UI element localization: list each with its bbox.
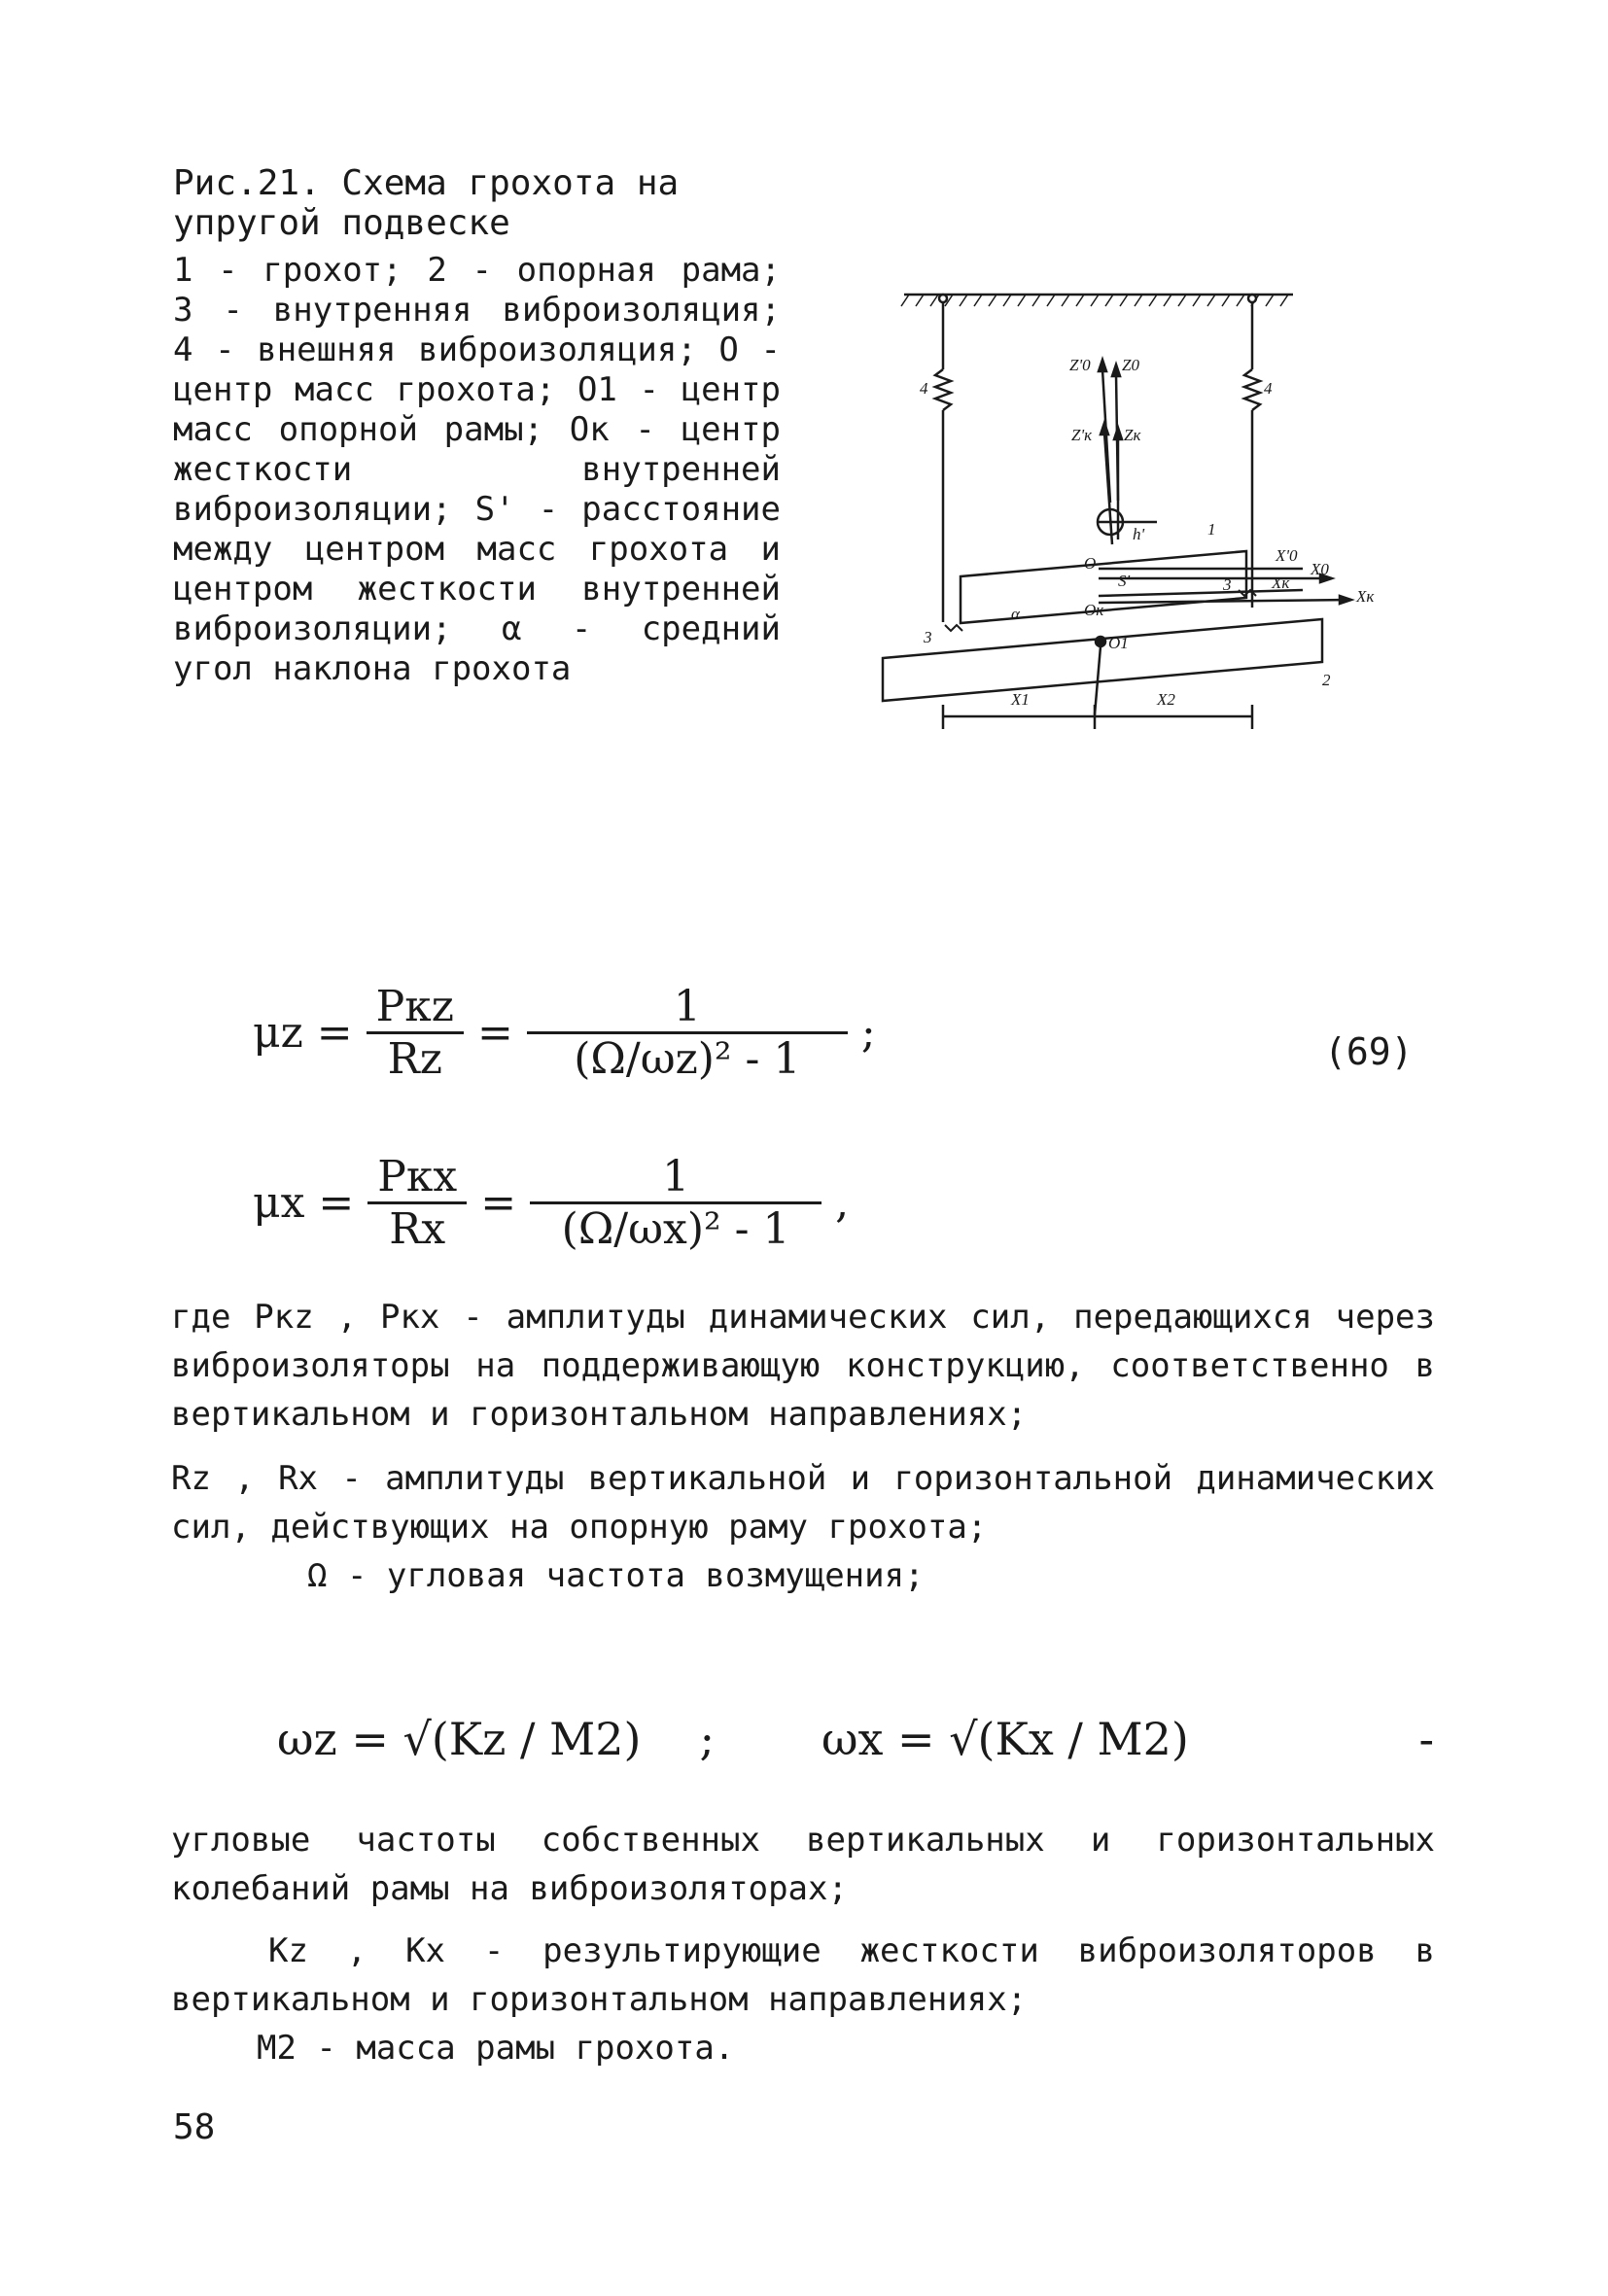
label-o: O — [1084, 554, 1097, 573]
label-frame: 2 — [1322, 671, 1331, 689]
definitions-block-2 — [171, 1816, 1435, 2072]
label-x2: X2 — [1157, 690, 1175, 709]
label-z0p: Z'0 — [1069, 356, 1091, 374]
mu-x-rhs-den: (Ω/ωx)² - 1 — [561, 1204, 790, 1254]
mu-z-den: Rz — [387, 1034, 442, 1084]
spring-left — [935, 369, 951, 410]
mu-x-rhs-fraction — [530, 1152, 821, 1254]
label-x0p: X'0 — [1276, 546, 1298, 565]
label-spring-right: 4 — [1264, 379, 1273, 398]
label-spring-left: 4 — [920, 379, 928, 398]
label-xk: Xк — [1356, 587, 1375, 606]
natural-frequency-formulas — [277, 1713, 1434, 1765]
mu-z-rhs-num: 1 — [673, 982, 701, 1031]
mu-z-lhs: μz = — [253, 1008, 353, 1058]
label-iso-right: 3 — [1223, 575, 1232, 594]
label-ok: Oк — [1084, 601, 1104, 619]
mu-x-end: , — [835, 1178, 850, 1228]
paragraph-mass: M2 - масса рамы грохота. — [257, 2029, 735, 2068]
paragraph-forces: где Pкz , Pкx - амплитуды динамических сил, передающихся через виброизоляторы на поддерживающую конструкцию, соответственно в вертикальном и горизонтальном направлениях; — [171, 1298, 1435, 1434]
mu-x-den: Rx — [389, 1204, 446, 1254]
mu-z-rhs-fraction — [527, 982, 848, 1084]
mu-z-eq: = — [476, 1008, 513, 1058]
screen-suspension-diagram — [865, 277, 1390, 734]
mu-z-fraction — [367, 982, 464, 1084]
caption-title: Рис.21. Схема грохота на упругой подвеске — [173, 163, 680, 243]
label-xkp: Xк — [1272, 574, 1290, 592]
spring-right — [1244, 369, 1260, 410]
mu-x-rhs-num: 1 — [662, 1152, 690, 1201]
omega-x-formula: ωx = √(Kx / M2) — [821, 1713, 1189, 1765]
mu-x-fraction — [367, 1152, 467, 1254]
label-z0: Z0 — [1122, 356, 1139, 374]
label-screen: 1 — [1207, 520, 1216, 539]
label-x1: X1 — [1011, 690, 1030, 709]
omega-z-formula: ωz = √(Kz / M2) — [277, 1713, 642, 1765]
ceiling-hatch — [901, 295, 1288, 306]
support-frame — [883, 619, 1322, 701]
mu-x-num: Pкx — [377, 1152, 458, 1201]
mu-x-lhs: μx = — [253, 1178, 355, 1228]
mu-z-num: Pкz — [375, 982, 454, 1031]
equation-mu-x — [253, 1152, 849, 1254]
label-alpha: α — [1011, 605, 1020, 623]
label-iso-left: 3 — [924, 628, 932, 646]
caption-legend: 1 - грохот; 2 - опорная рама; 3 - внутренняя виброизоляция; 4 - внешняя виброизоляция; O - центр масс грохота; O1 - центр масс опорной рамы; Oк - центр жесткости внутренней виброизоляции; S' - расстояние между центром масс грохота и центром жесткости внутренней виброизоляции; α - средний угол наклона грохота — [173, 251, 781, 688]
equation-mu-z — [253, 982, 876, 1084]
mu-z-rhs-den: (Ω/ωz)² - 1 — [574, 1034, 801, 1084]
equation-number: (69) — [1324, 1030, 1414, 1073]
mu-x-eq: = — [480, 1178, 517, 1228]
paragraph-stiffness: Kz , Kx - результирующие жесткости виброизоляторов в вертикальном и горизонтальном направлениях; — [171, 1931, 1435, 2019]
label-o1: O1 — [1108, 634, 1129, 652]
label-zk: Zк — [1124, 426, 1141, 444]
label-s: S' — [1118, 572, 1131, 590]
label-h: h' — [1133, 525, 1145, 543]
mu-z-end: ; — [860, 1008, 876, 1058]
paragraph-omega: Ω - угловая частота возмущения; — [307, 1556, 925, 1595]
label-x0: X0 — [1311, 560, 1329, 578]
page-number: 58 — [173, 2107, 216, 2147]
paragraph-amplitudes: Rz , Rx - амплитуды вертикальной и горизонтальной динамических сил, действующих на опорную раму грохота; — [171, 1459, 1435, 1547]
definitions-block-1 — [171, 1293, 1435, 1600]
isolator-left — [945, 625, 962, 631]
omega-dash: - — [1418, 1713, 1434, 1765]
omega-separator: ; — [699, 1713, 715, 1765]
label-zkp: Z'к — [1071, 426, 1093, 444]
figure-caption — [173, 163, 781, 689]
paragraph-natural-frequencies: угловые частоты собственных вертикальных и горизонтальных колебаний рамы на виброизоляторах; — [171, 1821, 1435, 1908]
